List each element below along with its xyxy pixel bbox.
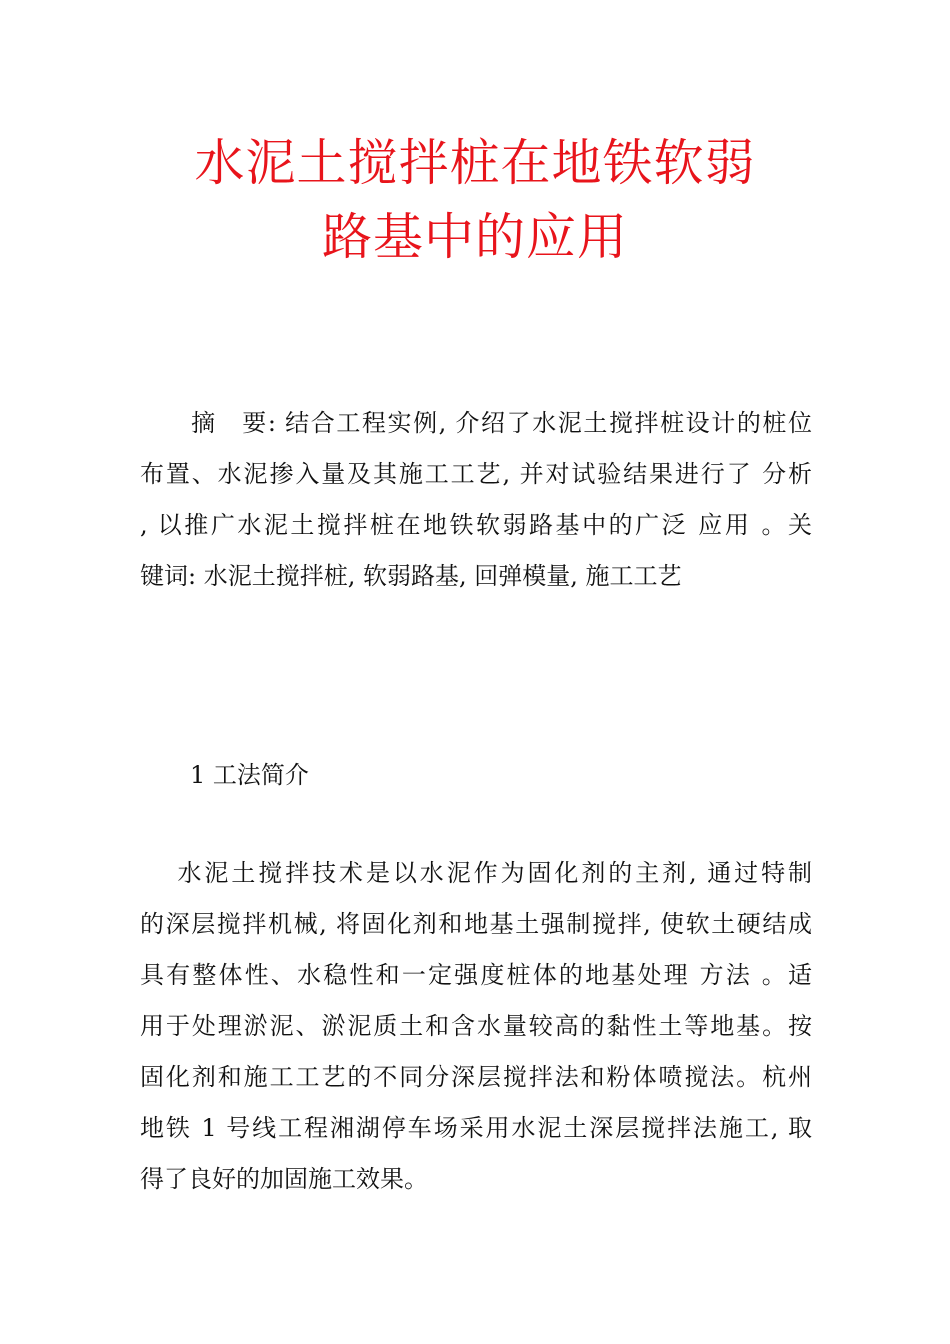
body-line-1: 水泥土搅拌技术是以水泥作为固化剂的主剂, 通过特制 (140, 859, 812, 887)
body-line-4: 用于处理淤泥、淤泥质土和含水量较高的黏性土等地基。按 (140, 1012, 812, 1040)
abstract-line-4: 键词: 水泥土搅拌桩, 软弱路基, 回弹模量, 施工工艺 (140, 562, 682, 590)
abstract-line-1: 摘 要: 结合工程实例, 介绍了水泥土搅拌桩设计的桩位 (140, 409, 812, 437)
abstract-line-2: 布置、水泥掺入量及其施工工艺, 并对试验结果进行了 分析 (140, 460, 812, 488)
body-line-6: 地铁 1 号线工程湘湖停车场采用水泥土深层搅拌法施工, 取 (140, 1114, 812, 1142)
body-line-2: 的深层搅拌机械, 将固化剂和地基土强制搅拌, 使软土硬结成 (140, 910, 812, 938)
body-line-5: 固化剂和施工工艺的不同分深层搅拌法和粉体喷搅法。杭州 (140, 1063, 812, 1091)
document-title-line-2: 路基中的应用 (322, 208, 628, 266)
body-line-7: 得了良好的加固施工效果。 (140, 1165, 428, 1193)
section-1-body-paragraph (140, 848, 812, 1205)
section-1-heading: 1 工法简介 (190, 761, 309, 789)
abstract-line-3: , 以推广水泥土搅拌桩在地铁软弱路基中的广泛 应用 。关 (140, 511, 812, 539)
body-line-3: 具有整体性、水稳性和一定强度桩体的地基处理 方法 。适 (140, 961, 812, 989)
abstract-paragraph (140, 398, 812, 602)
document-title-line-1: 水泥土搅拌桩在地铁软弱 (194, 134, 756, 192)
